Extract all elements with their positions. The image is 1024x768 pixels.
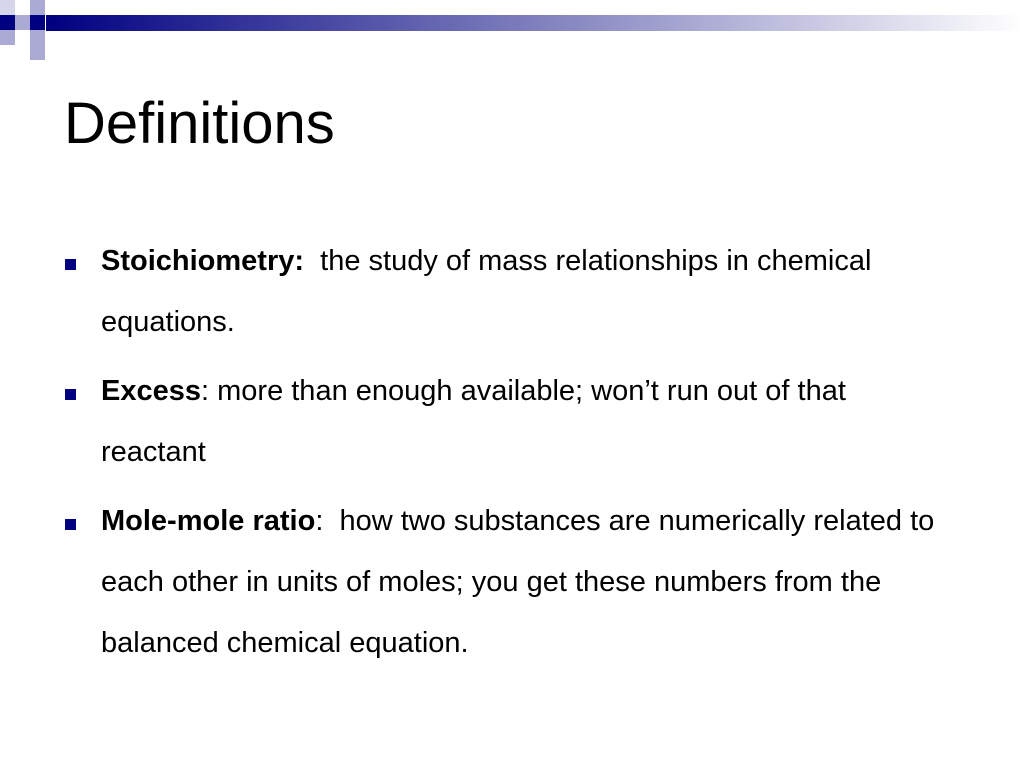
banner-square	[15, 15, 30, 30]
banner-square	[15, 30, 30, 45]
definition-separator: :	[201, 375, 218, 407]
definition-separator	[304, 245, 320, 277]
definition-term: Stoichiometry:	[101, 245, 305, 277]
square-bullet-icon	[65, 519, 76, 530]
banner-square	[0, 30, 15, 45]
definition-separator: :	[315, 505, 340, 537]
banner-gradient-band	[46, 15, 1024, 31]
list-item	[62, 361, 952, 483]
banner-square	[30, 15, 45, 30]
definition-text: the study of mass relationships in chemical equations.	[101, 245, 872, 338]
header-banner	[0, 0, 1024, 62]
definitions-list	[62, 231, 952, 682]
square-bullet-icon	[65, 389, 76, 400]
definition-text: more than enough available; won’t run out of that reactant	[101, 375, 846, 468]
banner-square	[0, 0, 15, 15]
square-bullet-icon	[65, 259, 76, 270]
slide-title: Definitions	[64, 91, 335, 156]
definition-term: Mole-mole ratio	[101, 505, 316, 537]
definition-term: Excess	[101, 375, 201, 407]
definition-text: how two substances are numerically related to each other in units of moles; you get these numbers from the balanced chemical equation.	[101, 505, 935, 659]
list-item	[62, 231, 952, 353]
banner-square	[0, 15, 15, 30]
banner-square	[30, 45, 45, 60]
list-item	[62, 491, 952, 674]
banner-square	[30, 30, 45, 45]
banner-square	[15, 0, 30, 15]
banner-square	[30, 0, 45, 15]
